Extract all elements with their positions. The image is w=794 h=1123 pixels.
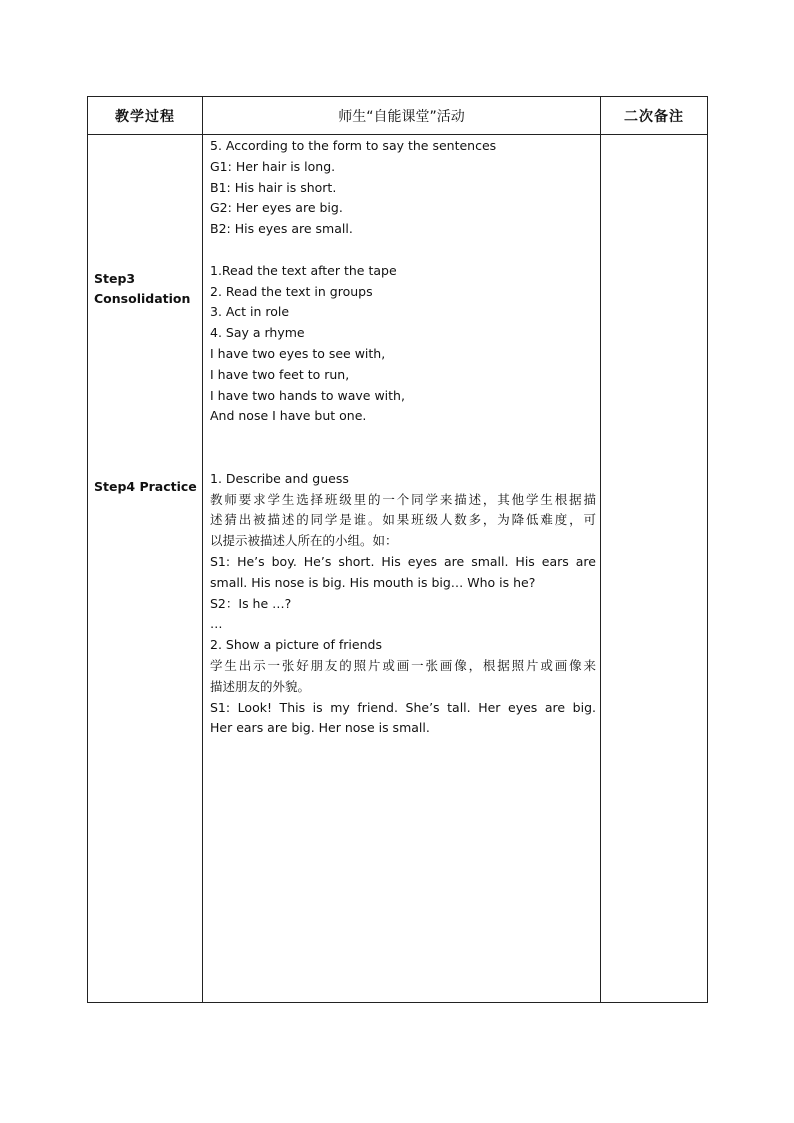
blank-line	[210, 448, 596, 469]
notes-cell	[601, 135, 708, 1003]
activity-line: 1.Read the text after the tape	[210, 262, 397, 278]
table-header-row	[88, 97, 708, 135]
step3-label	[94, 269, 190, 309]
header-notes-label: 二次备注	[624, 108, 684, 125]
table-body-row	[88, 135, 708, 1003]
dialogue-line: Her ears are big. Her nose is small.	[210, 720, 430, 736]
activity-line: B1: His hair is short.	[210, 179, 337, 195]
activity-line: 描述朋友的外貌。	[210, 678, 311, 694]
blank-line	[210, 427, 596, 448]
activity-line: 述猜出被描述的同学是谁。如果班级人数多，为降低难度，可	[210, 512, 596, 528]
dialogue-line: S2：Is he …?	[210, 595, 292, 611]
step4-label: Step4 Practice	[94, 479, 197, 494]
dialogue-line: S1: Look! This is my friend. She’s tall. Her eyes are big.	[210, 699, 596, 715]
header-process	[88, 97, 203, 135]
header-activity	[203, 97, 601, 135]
activity-line: 教师要求学生选择班级里的一个同学来描述，其他学生根据描	[210, 491, 596, 507]
activity-line: 3. Act in role	[210, 304, 290, 320]
step3-subtitle: Consolidation	[94, 291, 191, 306]
ellipsis-line: …	[210, 616, 223, 632]
activity-line: 5. According to the form to say the sentences	[210, 138, 497, 153]
activity-line: 2. Show a picture of friends	[210, 637, 382, 653]
rhyme-line: I have two hands to wave with,	[210, 387, 405, 403]
activity-line: 4. Say a rhyme	[210, 325, 305, 341]
activity-line: B2: His eyes are small.	[210, 221, 353, 237]
step3-title: Step3	[94, 271, 136, 286]
dialogue-line: S1: He’s boy. He’s short. His eyes are small. His ears are	[210, 553, 596, 569]
process-cell	[88, 135, 203, 1003]
activity-cell	[203, 135, 601, 1003]
lesson-plan-table	[87, 96, 708, 1003]
activity-line: G2: Her eyes are big.	[210, 200, 343, 216]
blank-line	[210, 240, 596, 261]
activity-line: 以提示被描述人所在的小组。如：	[210, 533, 398, 549]
activity-line: 学生出示一张好朋友的照片或画一张画像，根据照片或画像来	[210, 657, 596, 673]
activity-line: 2. Read the text in groups	[210, 283, 373, 299]
header-process-label: 教学过程	[115, 108, 175, 125]
rhyme-line: And nose I have but one.	[210, 408, 367, 424]
header-notes	[601, 97, 708, 135]
rhyme-line: I have two feet to run,	[210, 366, 350, 382]
header-activity-label: 师生“自能课堂”活动	[338, 108, 465, 125]
rhyme-line: I have two eyes to see with,	[210, 345, 386, 361]
activity-line: 1. Describe and guess	[210, 470, 349, 486]
dialogue-line: small. His nose is big. His mouth is big… Who is he?	[210, 574, 536, 590]
activity-line: G1: Her hair is long.	[210, 158, 336, 174]
